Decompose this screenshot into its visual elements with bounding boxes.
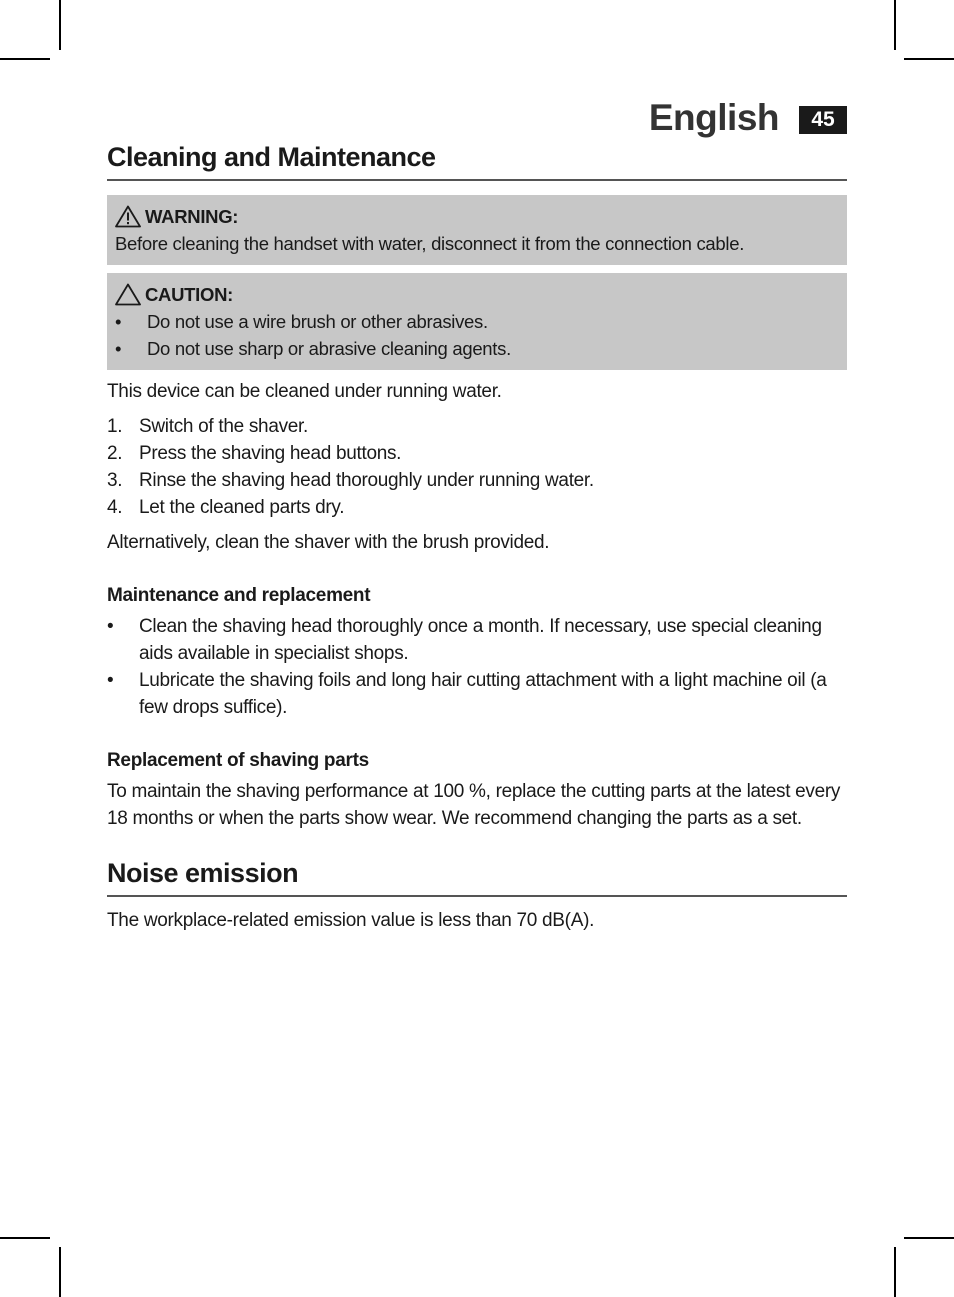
warning-text: Before cleaning the handset with water, disconnect it from the connection cable. <box>115 233 745 254</box>
noise-text: The workplace-related emission value is less than 70 dB(A). <box>107 910 595 931</box>
step-text: Let the cleaned parts dry. <box>139 497 345 518</box>
crop-mark <box>0 58 50 60</box>
step-number: 2. <box>107 443 123 464</box>
list-item: • Do not use sharp or abrasive cleaning agents. <box>115 335 839 362</box>
caution-label: CAUTION: <box>145 284 234 305</box>
caution-box <box>107 273 847 370</box>
page-number: 45 <box>799 106 847 134</box>
crop-mark <box>59 1247 61 1297</box>
warning-label: WARNING: <box>145 206 239 227</box>
cleaning-intro: This device can be cleaned under running water. <box>107 381 502 402</box>
crop-mark <box>59 0 61 50</box>
cleaning-steps <box>107 413 847 521</box>
list-item: • Lubricate the shaving foils and long hair cutting attachment with a light machine oil (a few drops suffice). <box>107 667 847 721</box>
step-number: 3. <box>107 470 123 491</box>
crop-mark <box>894 1247 896 1297</box>
page-header <box>649 96 847 140</box>
maintenance-list <box>107 613 847 721</box>
subsection-title-replacement: Replacement of shaving parts <box>107 750 369 771</box>
subsection-title-maintenance: Maintenance and replacement <box>107 585 371 606</box>
caution-triangle-icon <box>115 283 141 306</box>
crop-mark <box>0 1237 50 1239</box>
crop-mark <box>894 0 896 50</box>
caution-list <box>115 308 839 362</box>
step-text: Switch of the shaver. <box>139 416 309 437</box>
replacement-text: To maintain the shaving performance at 100 %, replace the cutting parts at the latest every 18 months or when the parts show wear. We recommend changing the parts as a set. <box>107 781 841 829</box>
step-text: Rinse the shaving head thoroughly under running water. <box>139 470 594 491</box>
section-title-noise: Noise emission <box>107 858 847 897</box>
warning-box <box>107 195 847 265</box>
language-title: English <box>648 97 779 138</box>
list-item: • Do not use a wire brush or other abrasives. <box>115 308 839 335</box>
list-item <box>107 467 847 494</box>
section-title-cleaning: Cleaning and Maintenance <box>107 142 847 181</box>
warning-triangle-icon <box>115 205 141 228</box>
page-content <box>107 142 847 934</box>
list-item <box>107 413 847 440</box>
cleaning-alternative: Alternatively, clean the shaver with the brush provided. <box>107 532 550 553</box>
crop-mark <box>904 1237 954 1239</box>
list-item <box>107 494 847 521</box>
step-text: Press the shaving head buttons. <box>139 443 402 464</box>
caution-heading <box>115 281 839 308</box>
warning-heading <box>115 203 839 230</box>
list-item: • Clean the shaving head thoroughly once a month. If necessary, use special cleaning aids available in specialist shops. <box>107 613 847 667</box>
list-item <box>107 440 847 467</box>
step-number: 1. <box>107 416 123 437</box>
crop-mark <box>904 58 954 60</box>
step-number: 4. <box>107 497 123 518</box>
